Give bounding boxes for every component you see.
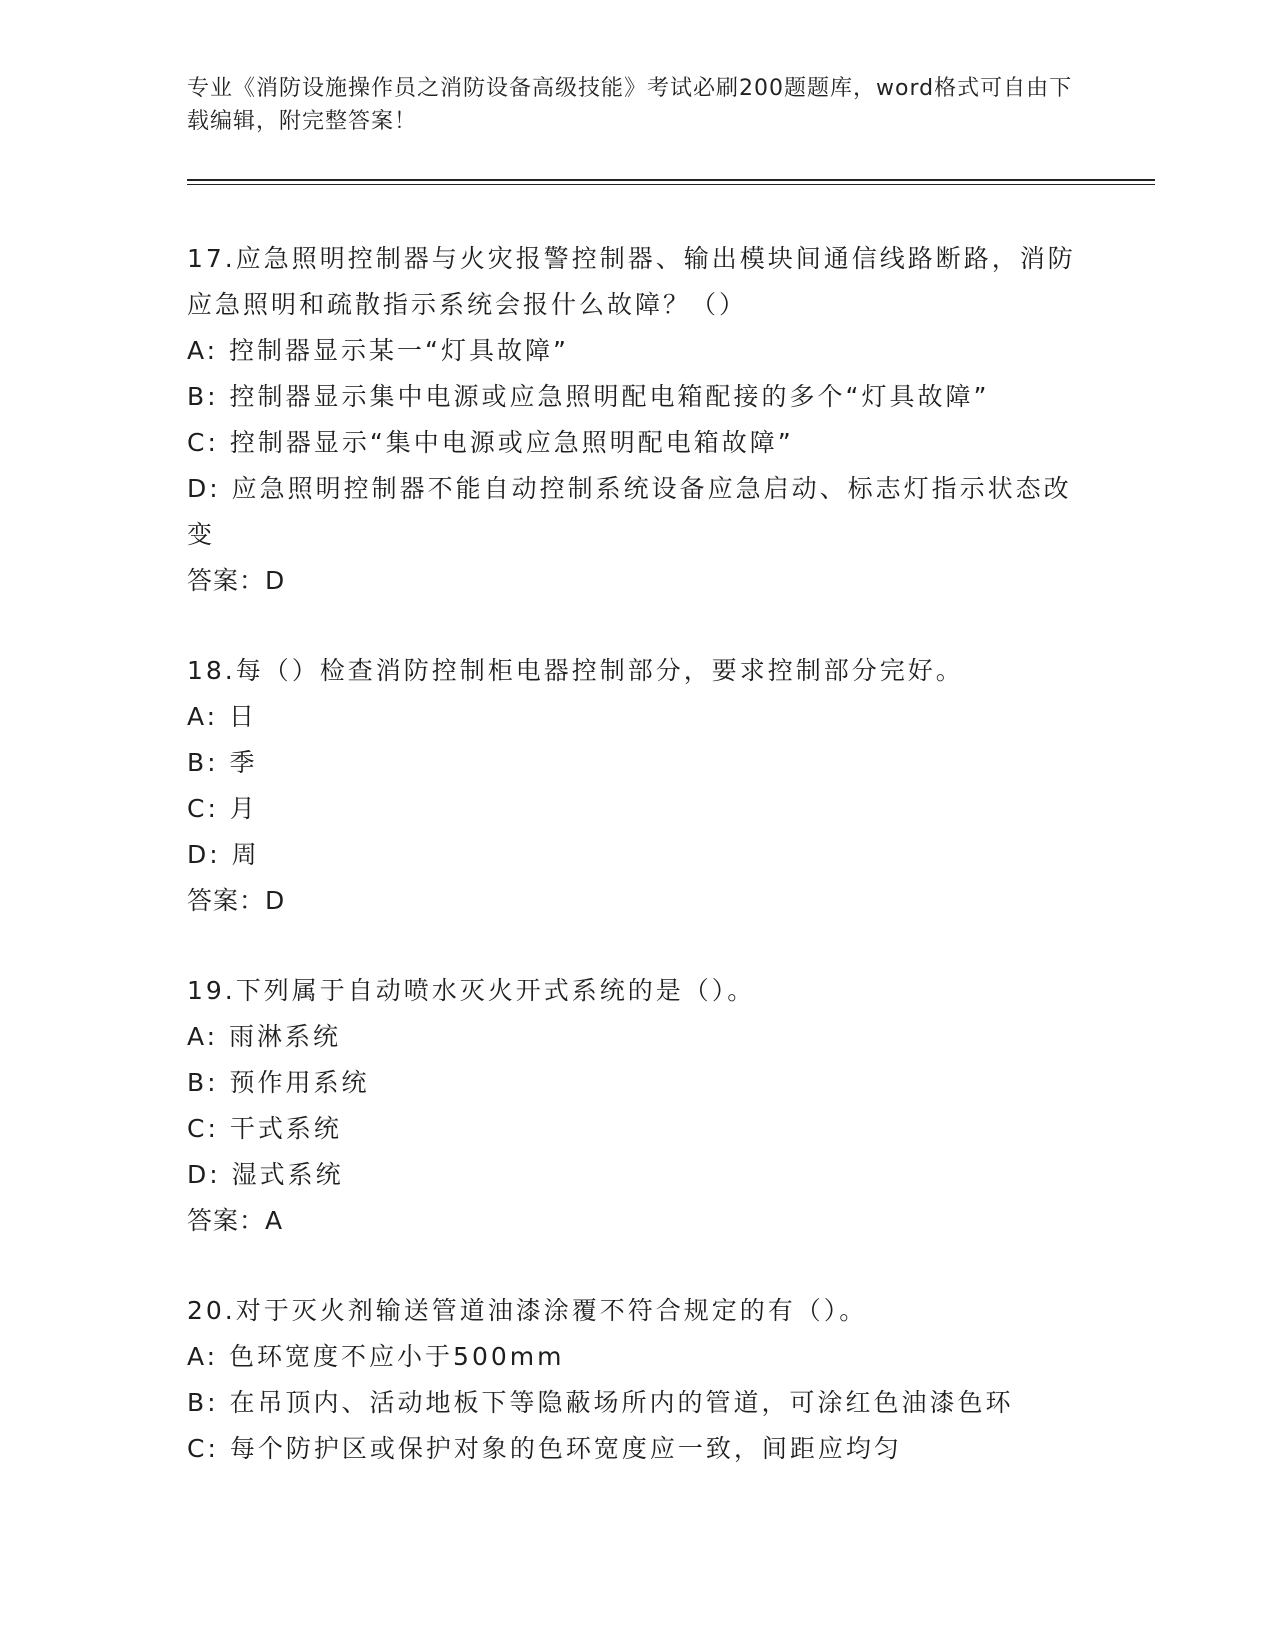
- question-17: [187, 236, 1087, 604]
- question-20: [187, 1288, 1087, 1472]
- option-d: D: 湿式系统: [187, 1160, 344, 1189]
- answer-line: 答案：D: [187, 566, 286, 595]
- question-stem: 17.应急照明控制器与火灾报警控制器、输出模块间通信线路断路，消防应急照明和疏散指示系统会报什么故障？（）: [187, 244, 1076, 319]
- option-a: A: 色环宽度不应小于500mm: [187, 1342, 565, 1371]
- question-stem: 18.每（）检查消防控制柜电器控制部分，要求控制部分完好。: [187, 656, 964, 685]
- option-c: C: 干式系统: [187, 1114, 342, 1143]
- option-a: A: 日: [187, 702, 258, 731]
- answer-line: 答案：A: [187, 1206, 284, 1235]
- question-stem: 19.下列属于自动喷水灭火开式系统的是（）。: [187, 976, 756, 1005]
- option-a: A: 雨淋系统: [187, 1022, 342, 1051]
- option-c: C: 每个防护区或保护对象的色环宽度应一致，间距应均匀: [187, 1434, 902, 1463]
- option-b: B: 季: [187, 748, 258, 777]
- option-a: A: 控制器显示某一“灯具故障”: [187, 336, 569, 365]
- header-divider-thin: [187, 184, 1155, 185]
- question-19: [187, 968, 1087, 1244]
- option-d: D: 周: [187, 840, 260, 869]
- option-c: C: 月: [187, 794, 258, 823]
- option-b: B: 控制器显示集中电源或应急照明配电箱配接的多个“灯具故障”: [187, 382, 990, 411]
- question-list: [187, 236, 1087, 1472]
- document-header: 专业《消防设施操作员之消防设备高级技能》考试必刷200题题库，word格式可自由下载编辑，附完整答案！: [187, 76, 1073, 134]
- option-b: B: 在吊顶内、活动地板下等隐蔽场所内的管道，可涂红色油漆色环: [187, 1388, 1014, 1417]
- question-stem: 20.对于灭火剂输送管道油漆涂覆不符合规定的有（）。: [187, 1296, 868, 1325]
- option-c: C: 控制器显示“集中电源或应急照明配电箱故障”: [187, 428, 794, 457]
- option-b: B: 预作用系统: [187, 1068, 370, 1097]
- header-divider-thick: [187, 179, 1155, 181]
- option-d: D: 应急照明控制器不能自动控制系统设备应急启动、标志灯指示状态改变: [187, 474, 1072, 549]
- question-18: [187, 648, 1087, 924]
- answer-line: 答案：D: [187, 886, 286, 915]
